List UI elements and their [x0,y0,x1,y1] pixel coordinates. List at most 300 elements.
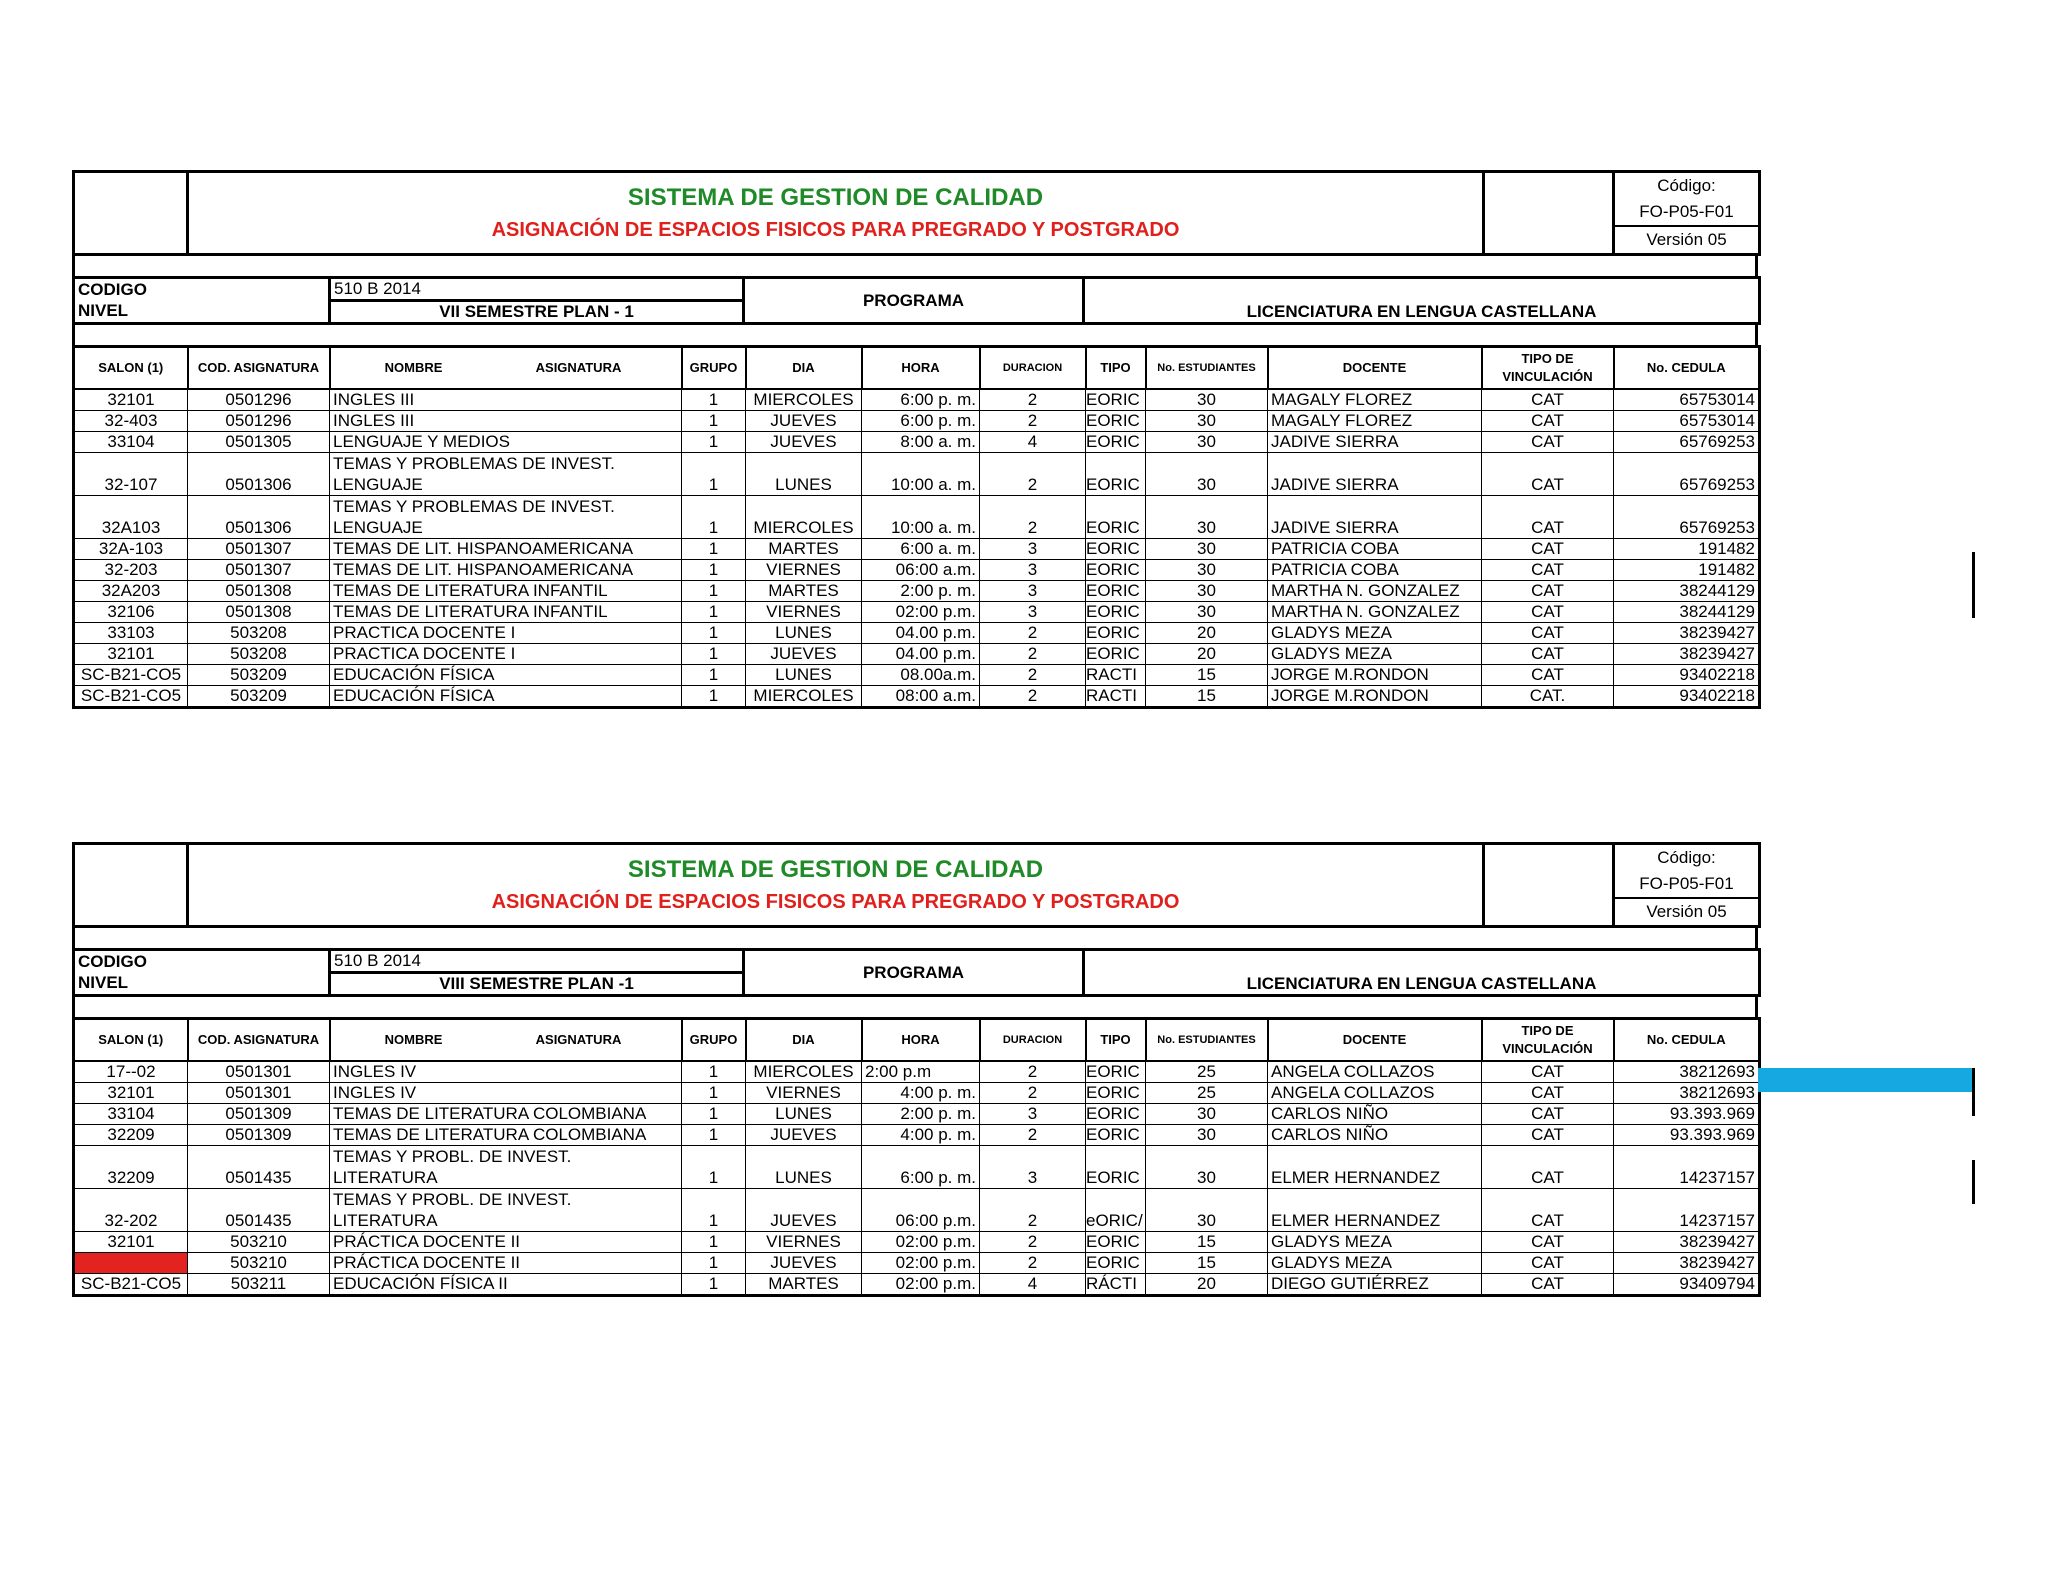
cell-cedula: 93.393.969 [1614,1125,1760,1146]
cell-duracion: 2 [980,1253,1086,1274]
cell-cod: 503210 [188,1253,330,1274]
col-tipo: TIPO [1086,347,1146,390]
table-row [74,1232,1760,1253]
cell-vinculacion: CAT [1482,496,1614,539]
cell-estudiantes: 15 [1146,1232,1268,1253]
cell-salon: 32A-103 [74,539,188,560]
cell-duracion: 3 [980,560,1086,581]
cell-duracion: 2 [980,686,1086,708]
form-subtitle: ASIGNACIÓN DE ESPACIOS FISICOS PARA PREGRADO Y POSTGRADO [491,891,1180,913]
cell-docente: DIEGO GUTIÉRREZ [1268,1274,1482,1296]
programa-label: PROGRAMA [744,950,1084,996]
cell-nombre [330,665,682,686]
cell-estudiantes: 20 [1146,1274,1268,1296]
cell-duracion: 3 [980,1146,1086,1189]
cell-cod: 0501305 [188,432,330,453]
table-header-row [74,347,1760,390]
cell-estudiantes: 30 [1146,602,1268,623]
cell-duracion: 2 [980,665,1086,686]
cell-duracion: 2 [980,1232,1086,1253]
cell-docente: ANGELA COLLAZOS [1268,1083,1482,1104]
cell-tipo: EORIC [1086,411,1146,432]
system-title: SISTEMA DE GESTION DE CALIDAD [627,856,1044,883]
cell-grupo: 1 [682,644,746,665]
cell-nombre-line1: TEMAS Y PROBL. DE INVEST. [333,1147,572,1166]
cell-grupo: 1 [682,1232,746,1253]
table-row [74,1125,1760,1146]
header-blank-right [1484,844,1614,927]
cell-vinculacion: CAT [1482,1061,1614,1083]
table-row [74,602,1760,623]
table-row [74,1061,1760,1083]
cell-dia: JUEVES [746,1253,862,1274]
cell-cedula: 38244129 [1614,581,1760,602]
cell-cedula: 191482 [1614,539,1760,560]
cell-salon: 32101 [74,389,188,411]
cell-estudiantes: 30 [1146,432,1268,453]
cell-tipo: EORIC [1086,581,1146,602]
form-subtitle: ASIGNACIÓN DE ESPACIOS FISICOS PARA PREGRADO Y POSTGRADO [491,219,1180,241]
cell-tipo: EORIC [1086,1253,1146,1274]
cell-tipo: EORIC [1086,623,1146,644]
cell-salon: 33103 [74,623,188,644]
table-row [74,432,1760,453]
cell-nombre-line2: LITERATURA [333,1211,438,1230]
cell-nombre-line2: EDUCACIÓN FÍSICA [333,686,495,705]
cell-nombre-line2: LENGUAJE [333,518,423,537]
cell-grupo: 1 [682,539,746,560]
cell-hora: 04.00 p.m. [862,644,980,665]
cell-tipo: EORIC [1086,1061,1146,1083]
cell-nombre-line2: INGLES III [333,390,415,409]
cell-nombre-line1: TEMAS Y PROBL. DE INVEST. [333,1190,572,1209]
col-cedula: No. CEDULA [1614,347,1760,390]
cell-grupo: 1 [682,602,746,623]
cell-hora: 6:00 p. m. [862,411,980,432]
cell-tipo: RACTI [1086,665,1146,686]
cell-grupo: 1 [682,560,746,581]
cell-docente: MAGALY FLOREZ [1268,389,1482,411]
code-label: Código: [1657,176,1716,195]
col-asignatura: ASIGNATURA [535,360,622,375]
col-cod: COD. ASIGNATURA [188,1019,330,1062]
cell-docente: GLADYS MEZA [1268,623,1482,644]
cell-hora: 2:00 p.m [862,1061,980,1083]
cell-salon: 33104 [74,432,188,453]
cell-hora: 08.00a.m. [862,665,980,686]
cell-vinculacion: CAT [1482,1146,1614,1189]
col-dia: DIA [746,347,862,390]
cell-cedula: 38244129 [1614,602,1760,623]
cell-dia: JUEVES [746,644,862,665]
cell-cod: 0501296 [188,411,330,432]
cell-vinculacion: CAT [1482,665,1614,686]
cell-nombre [330,560,682,581]
cell-nombre-line2: PRACTICA DOCENTE I [333,644,516,663]
cell-duracion: 3 [980,539,1086,560]
col-nombre-asignatura [330,1019,682,1062]
programa-label: PROGRAMA [744,278,1084,324]
cell-cedula: 93402218 [1614,686,1760,708]
cell-tipo: EORIC [1086,560,1146,581]
cell-nombre [330,539,682,560]
codigo-label: CODIGO [78,951,147,971]
cell-nombre [330,411,682,432]
code-label: Código: [1657,848,1716,867]
col-vinculacion: TIPO DE VINCULACIÓN [1482,347,1614,390]
nivel-value: VII SEMESTRE PLAN - 1 [330,301,744,324]
schedule-sheet-2 [72,842,1758,1297]
cell-docente: MARTHA N. GONZALEZ [1268,581,1482,602]
cell-cedula: 65753014 [1614,411,1760,432]
col-asignatura: ASIGNATURA [535,1032,622,1047]
cell-tipo: RÁCTI [1086,1274,1146,1296]
cell-hora: 06:00 p.m. [862,1189,980,1232]
cell-hora: 10:00 a. m. [862,496,980,539]
cell-estudiantes: 20 [1146,623,1268,644]
cell-docente: JADIVE SIERRA [1268,496,1482,539]
cell-tipo: eORIC/ [1086,1189,1146,1232]
cell-duracion: 4 [980,1274,1086,1296]
cell-hora: 2:00 p. m. [862,581,980,602]
cell-nombre [330,389,682,411]
cell-hora: 02:00 p.m. [862,1232,980,1253]
cell-vinculacion: CAT [1482,1253,1614,1274]
cell-grupo: 1 [682,389,746,411]
table-row [74,1189,1760,1232]
cell-cedula: 38212693 [1614,1061,1760,1083]
table-row [74,389,1760,411]
cell-duracion: 2 [980,1061,1086,1083]
schedule-sheet-1 [72,170,1758,709]
cell-dia: MIERCOLES [746,686,862,708]
cell-tipo: EORIC [1086,1232,1146,1253]
cell-vinculacion: CAT. [1482,686,1614,708]
program-info [72,948,1761,997]
cell-dia: LUNES [746,1146,862,1189]
blue-highlight-bar [1758,1068,1972,1092]
cell-vinculacion: CAT [1482,453,1614,496]
cell-cod: 503210 [188,1232,330,1253]
cell-salon: 32-202 [74,1189,188,1232]
cell-nombre [330,623,682,644]
header-title-block [188,172,1484,255]
cell-vinculacion: CAT [1482,539,1614,560]
cell-salon: 32106 [74,602,188,623]
cell-nombre [330,1232,682,1253]
program-info [72,276,1761,325]
table-row [74,1104,1760,1125]
cell-cod: 0501306 [188,453,330,496]
codigo-label: CODIGO [78,279,147,299]
cell-estudiantes: 30 [1146,411,1268,432]
cell-tipo: EORIC [1086,389,1146,411]
cell-tipo: EORIC [1086,496,1146,539]
sheet-header [72,842,1761,928]
schedule-table [72,345,1761,709]
cell-cod: 0501309 [188,1104,330,1125]
cell-dia: MIERCOLES [746,389,862,411]
cell-cod: 0501435 [188,1146,330,1189]
cell-duracion: 4 [980,432,1086,453]
cell-cedula: 38239427 [1614,644,1760,665]
cell-vinculacion: CAT [1482,1274,1614,1296]
cell-grupo: 1 [682,1104,746,1125]
cell-hora: 2:00 p. m. [862,1104,980,1125]
cell-cedula: 14237157 [1614,1146,1760,1189]
table-row [74,1274,1760,1296]
cell-salon: SC-B21-CO5 [74,1274,188,1296]
cell-duracion: 2 [980,1189,1086,1232]
cell-docente: ELMER HERNANDEZ [1268,1189,1482,1232]
cell-salon: 32209 [74,1146,188,1189]
cell-nombre [330,1061,682,1083]
cell-nombre-line2: TEMAS DE LIT. HISPANOAMERICANA [333,539,634,558]
cell-dia: MIERCOLES [746,496,862,539]
cell-hora: 6:00 p. m. [862,1146,980,1189]
cell-hora: 02:00 p.m. [862,1253,980,1274]
header-blank-right [1484,172,1614,255]
cell-cedula: 65769253 [1614,432,1760,453]
cell-vinculacion: CAT [1482,644,1614,665]
table-row [74,1253,1760,1274]
cell-dia: JUEVES [746,1125,862,1146]
cell-duracion: 2 [980,453,1086,496]
col-nombre: NOMBRE [384,1032,443,1047]
cell-hora: 02:00 p.m. [862,602,980,623]
cell-cod: 0501309 [188,1125,330,1146]
cell-nombre-line2: TEMAS DE LITERATURA COLOMBIANA [333,1104,647,1123]
cell-nombre [330,1253,682,1274]
cell-estudiantes: 30 [1146,581,1268,602]
cell-dia: MARTES [746,539,862,560]
cell-hora: 4:00 p. m. [862,1125,980,1146]
cell-grupo: 1 [682,665,746,686]
cell-cod: 0501307 [188,539,330,560]
cell-duracion: 2 [980,644,1086,665]
cell-dia: MARTES [746,581,862,602]
code-value: FO-P05-F01 [1639,202,1734,221]
cell-grupo: 1 [682,1274,746,1296]
cell-vinculacion: CAT [1482,623,1614,644]
cell-estudiantes: 25 [1146,1083,1268,1104]
spacer [72,928,1758,948]
cell-vinculacion: CAT [1482,560,1614,581]
version-label: Versión 05 [1615,225,1758,253]
cell-tipo: RACTI [1086,686,1146,708]
cell-salon: 32101 [74,1232,188,1253]
cell-vinculacion: CAT [1482,581,1614,602]
cell-salon: 17--02 [74,1061,188,1083]
col-vinculacion: TIPO DE VINCULACIÓN [1482,1019,1614,1062]
cell-salon: 32101 [74,1083,188,1104]
cell-hora: 6:00 a. m. [862,539,980,560]
cell-estudiantes: 30 [1146,1104,1268,1125]
cell-nombre [330,453,682,496]
table-row [74,686,1760,708]
cell-salon: 33104 [74,1104,188,1125]
cell-dia: LUNES [746,453,862,496]
cell-grupo: 1 [682,686,746,708]
cell-grupo: 1 [682,1146,746,1189]
cell-duracion: 2 [980,411,1086,432]
version-label: Versión 05 [1615,897,1758,925]
cell-hora: 4:00 p. m. [862,1083,980,1104]
cell-grupo: 1 [682,432,746,453]
cell-cedula: 65769253 [1614,453,1760,496]
table-row [74,665,1760,686]
cell-cod: 0501296 [188,389,330,411]
cell-duracion: 2 [980,496,1086,539]
cell-hora: 04.00 p.m. [862,623,980,644]
header-blank-left [74,844,188,927]
cell-cod: 503209 [188,665,330,686]
cell-cod: 0501435 [188,1189,330,1232]
cell-duracion: 3 [980,602,1086,623]
cell-estudiantes: 15 [1146,686,1268,708]
cell-cod: 0501307 [188,560,330,581]
cell-dia: MARTES [746,1274,862,1296]
col-nombre: NOMBRE [384,360,443,375]
cell-nombre-line2: EDUCACIÓN FÍSICA [333,665,495,684]
cell-nombre-line2: PRÁCTICA DOCENTE II [333,1253,521,1272]
form-code-block [1614,844,1760,927]
cell-nombre [330,686,682,708]
cell-docente: PATRICIA COBA [1268,560,1482,581]
cell-vinculacion: CAT [1482,411,1614,432]
cell-duracion: 2 [980,1125,1086,1146]
col-duracion: DURACION [980,347,1086,390]
cell-grupo: 1 [682,1125,746,1146]
vertical-mark [1972,1160,1975,1204]
spacer [72,997,1758,1017]
cell-grupo: 1 [682,1061,746,1083]
cell-cod: 503208 [188,644,330,665]
cell-cedula: 38212693 [1614,1083,1760,1104]
cell-cedula: 93409794 [1614,1274,1760,1296]
cell-nombre-line1: TEMAS Y PROBLEMAS DE INVEST. [333,454,615,473]
table-row [74,644,1760,665]
cell-estudiantes: 30 [1146,389,1268,411]
cell-hora: 10:00 a. m. [862,453,980,496]
cell-estudiantes: 30 [1146,560,1268,581]
cell-tipo: EORIC [1086,1104,1146,1125]
cell-grupo: 1 [682,411,746,432]
spacer [72,325,1758,345]
cell-salon: 32-107 [74,453,188,496]
cell-estudiantes: 15 [1146,1253,1268,1274]
cell-nombre-line2: INGLES IV [333,1062,417,1081]
cell-grupo: 1 [682,453,746,496]
cell-cod: 0501308 [188,581,330,602]
col-estudiantes: No. ESTUDIANTES [1146,1019,1268,1062]
table-row [74,581,1760,602]
col-cedula: No. CEDULA [1614,1019,1760,1062]
cell-docente: PATRICIA COBA [1268,539,1482,560]
cell-tipo: EORIC [1086,1125,1146,1146]
cell-cod: 503209 [188,686,330,708]
col-nombre-asignatura [330,347,682,390]
cell-cod: 0501301 [188,1061,330,1083]
system-title: SISTEMA DE GESTION DE CALIDAD [627,184,1044,211]
codigo-value: 510 B 2014 [330,950,744,973]
cell-estudiantes: 30 [1146,496,1268,539]
cell-dia: LUNES [746,1104,862,1125]
cell-docente: GLADYS MEZA [1268,644,1482,665]
cell-cod: 0501308 [188,602,330,623]
cell-grupo: 1 [682,581,746,602]
cell-vinculacion: CAT [1482,602,1614,623]
cell-salon: SC-B21-CO5 [74,686,188,708]
col-tipo: TIPO [1086,1019,1146,1062]
header-blank-left [74,172,188,255]
cell-vinculacion: CAT [1482,389,1614,411]
cell-tipo: EORIC [1086,644,1146,665]
cell-docente: GLADYS MEZA [1268,1253,1482,1274]
table-row [74,496,1760,539]
cell-nombre-line2: LENGUAJE [333,475,423,494]
cell-hora: 06:00 a.m. [862,560,980,581]
cell-grupo: 1 [682,1083,746,1104]
cell-tipo: EORIC [1086,1146,1146,1189]
table-row [74,539,1760,560]
col-estudiantes: No. ESTUDIANTES [1146,347,1268,390]
cell-duracion: 2 [980,623,1086,644]
sheet-header [72,170,1761,256]
cell-salon: 32-403 [74,411,188,432]
schedule-table [72,1017,1761,1297]
cell-dia: JUEVES [746,411,862,432]
cell-vinculacion: CAT [1482,1189,1614,1232]
cell-cedula: 38239427 [1614,623,1760,644]
cell-salon: 32101 [74,644,188,665]
cell-salon: 32209 [74,1125,188,1146]
vertical-mark [1972,552,1975,618]
codigo-value: 510 B 2014 [330,278,744,301]
code-value: FO-P05-F01 [1639,874,1734,893]
form-code-block [1614,172,1760,255]
nivel-label: NIVEL [78,973,129,993]
cell-docente: JORGE M.RONDON [1268,665,1482,686]
cell-estudiantes: 30 [1146,1189,1268,1232]
col-duracion: DURACION [980,1019,1086,1062]
col-docente: DOCENTE [1268,347,1482,390]
cell-nombre-line2: TEMAS DE LITERATURA COLOMBIANA [333,1125,647,1144]
vertical-mark [1972,1068,1975,1116]
cell-docente: JADIVE SIERRA [1268,453,1482,496]
col-docente: DOCENTE [1268,1019,1482,1062]
cell-estudiantes: 15 [1146,665,1268,686]
cell-salon [74,1253,188,1274]
cell-nombre [330,602,682,623]
cell-nombre-line2: PRÁCTICA DOCENTE II [333,1232,521,1251]
cell-cedula: 191482 [1614,560,1760,581]
cell-salon: SC-B21-CO5 [74,665,188,686]
table-row [74,623,1760,644]
cell-cod: 0501306 [188,496,330,539]
cell-cedula: 14237157 [1614,1189,1760,1232]
cell-grupo: 1 [682,496,746,539]
col-hora: HORA [862,1019,980,1062]
cell-estudiantes: 30 [1146,1125,1268,1146]
cell-nombre [330,581,682,602]
col-grupo: GRUPO [682,347,746,390]
cell-nombre [330,1146,682,1189]
cell-cedula: 65753014 [1614,389,1760,411]
cell-dia: JUEVES [746,432,862,453]
cell-dia: VIERNES [746,1083,862,1104]
cell-docente: MAGALY FLOREZ [1268,411,1482,432]
